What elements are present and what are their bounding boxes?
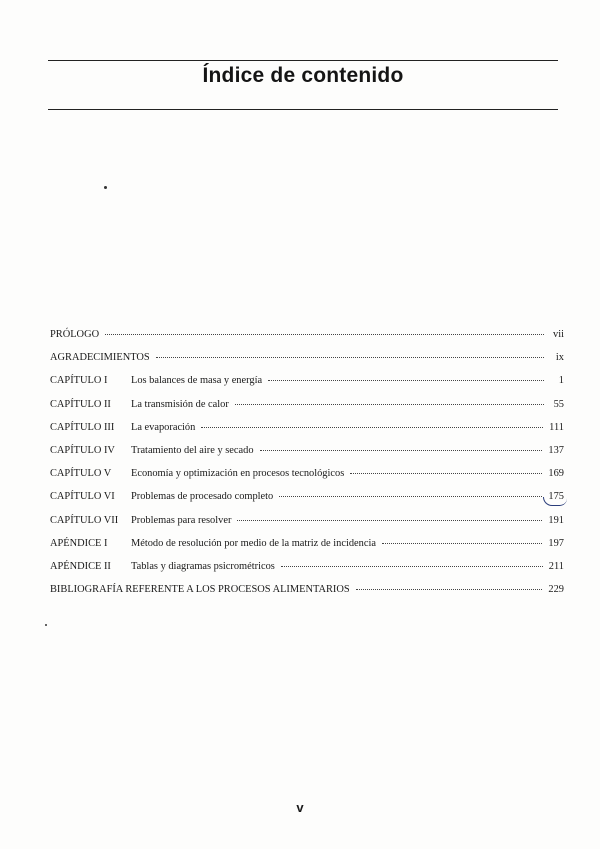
toc-entry-apendice-2[interactable]: [50, 561, 564, 584]
dot-leader: [279, 496, 542, 497]
toc-page-number: ix: [555, 352, 564, 364]
toc-page-number: 197: [548, 537, 564, 549]
scan-speck: [45, 624, 47, 626]
toc-page-number: vii: [553, 329, 564, 340]
toc-entry-capitulo-2[interactable]: [50, 399, 564, 422]
toc-entry-apendice-1[interactable]: [50, 538, 564, 561]
page-number: v: [296, 800, 304, 815]
dot-leader: [237, 520, 542, 521]
title-bottom-rule: [48, 109, 558, 110]
dot-leader: [350, 473, 542, 474]
title-top-rule: [48, 60, 558, 61]
toc-chapter-label: CAPÍTULO I: [50, 375, 108, 387]
toc-chapter-label: CAPÍTULO VI: [50, 491, 115, 503]
toc-chapter-title: La transmisión de calor: [131, 398, 229, 410]
toc-chapter-title: Tratamiento del aire y secado: [131, 444, 254, 456]
toc-chapter-title: Método de resolución por medio de la matriz de incidencia: [131, 537, 376, 549]
dot-leader: [235, 404, 544, 405]
toc-chapter-label: BIBLIOGRAFÍA REFERENTE A LOS PROCESOS ALIMENTARIOS: [50, 584, 350, 596]
table-of-contents: [50, 329, 564, 607]
toc-chapter-label: AGRADECIMIENTOS: [50, 352, 150, 364]
dot-leader: [105, 334, 544, 335]
toc-entry-capitulo-4[interactable]: [50, 445, 564, 468]
dot-leader: [281, 566, 543, 567]
toc-chapter-label: CAPÍTULO V: [50, 468, 112, 480]
handwritten-circle-mark: 175: [548, 491, 564, 503]
toc-page-number: 1: [558, 375, 564, 387]
dot-leader: [201, 427, 543, 428]
toc-entry-capitulo-5[interactable]: [50, 468, 564, 491]
toc-chapter-label: CAPÍTULO VII: [50, 514, 119, 526]
dot-leader: [156, 357, 544, 358]
toc-chapter-title: Los balances de masa y energía: [131, 375, 263, 387]
toc-chapter-label: APÉNDICE I: [50, 537, 108, 549]
toc-page-number: 111: [549, 421, 564, 433]
page-title: Índice de contenido: [202, 64, 404, 87]
toc-entry-prologo[interactable]: [50, 329, 564, 352]
toc-chapter-label: APÉNDICE II: [50, 560, 111, 572]
toc-page-number: 137: [548, 444, 564, 456]
toc-entry-capitulo-6[interactable]: [50, 491, 564, 514]
toc-page-number: 55: [553, 398, 564, 410]
toc-chapter-title: Tablas y diagramas psicrométricos: [131, 560, 275, 572]
toc-page-number: [548, 491, 564, 502]
toc-page-number: 191: [548, 514, 564, 526]
dot-leader: [260, 450, 543, 451]
toc-entry-agradecimientos[interactable]: [50, 352, 564, 375]
dot-leader: [268, 380, 544, 381]
toc-chapter-title: Problemas de procesado completo: [131, 491, 274, 503]
toc-entry-capitulo-7[interactable]: [50, 515, 564, 538]
toc-chapter-title: La evaporación: [131, 421, 196, 433]
toc-chapter-label: PRÓLOGO: [50, 329, 100, 340]
toc-entry-capitulo-1[interactable]: [50, 375, 564, 398]
toc-page-number: 229: [548, 584, 564, 596]
toc-chapter-label: CAPÍTULO IV: [50, 444, 115, 456]
dot-leader: [356, 589, 543, 590]
toc-page-number: 211: [548, 560, 564, 572]
toc-chapter-label: CAPÍTULO II: [50, 398, 111, 410]
dot-leader: [382, 543, 542, 544]
scan-speck: [104, 186, 107, 189]
toc-chapter-title: Economía y optimización en procesos tecnológicos: [131, 468, 345, 480]
toc-chapter-title: Problemas para resolver: [131, 514, 232, 526]
toc-chapter-label: CAPÍTULO III: [50, 421, 115, 433]
toc-page-number: 169: [548, 468, 564, 480]
toc-entry-bibliografia[interactable]: [50, 584, 564, 607]
toc-entry-capitulo-3[interactable]: [50, 422, 564, 445]
